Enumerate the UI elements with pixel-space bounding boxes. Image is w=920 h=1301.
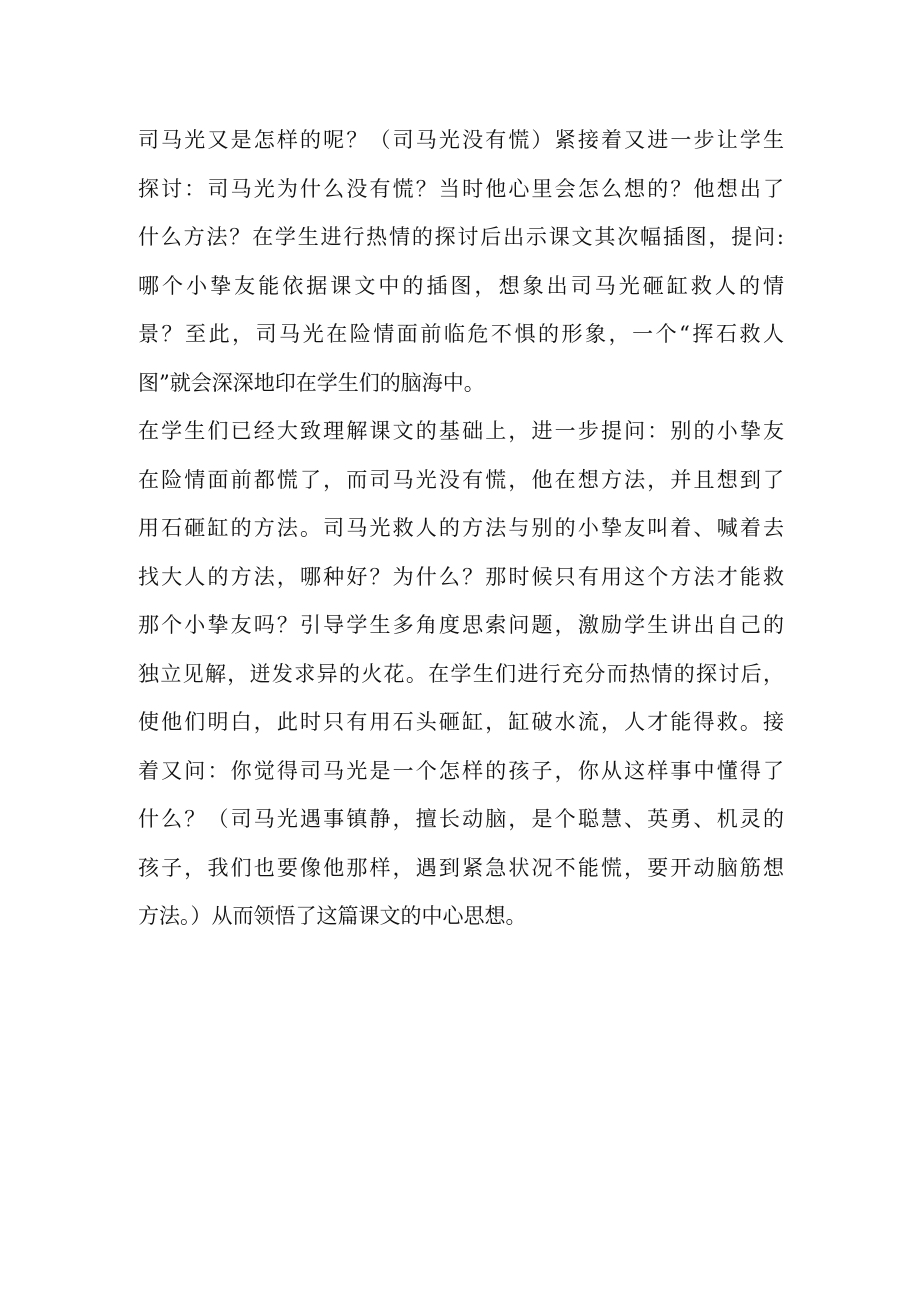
text-line: 什么方法？在学生进行热情的探讨后出示课文其次幅插图，提问:	[138, 225, 784, 249]
text-line: 司马光又是怎样的呢？（司马光没有慌）紧接着又进一步让学生	[138, 128, 784, 152]
text-line: 那个小挚友吗？引导学生多角度思索问题，激励学生讲出自己的	[138, 613, 784, 637]
text-line: 在学生们已经大致理解课文的基础上，进一步提问：别的小挚友	[138, 419, 784, 443]
text-line: 哪个小挚友能依据课文中的插图，想象出司马光砸缸救人的情	[138, 273, 784, 298]
text-line: 景？至此，司马光在险情面前临危不惧的形象，一个“挥石救人	[138, 322, 784, 346]
text-line: 探讨：司马光为什么没有慌？当时他心里会怎么想的？他想出了	[138, 176, 784, 201]
text-line: 使他们明白，此时只有用石头砸缸，缸破水流，人才能得救。接	[138, 710, 784, 734]
text-line: 什么？（司马光遇事镇静，擅长动脑，是个聪慧、英勇、机灵的	[138, 807, 784, 831]
text-line: 在险情面前都慌了，而司马光没有慌，他在想方法，并且想到了	[138, 467, 784, 492]
text-line: 着又问：你觉得司马光是一个怎样的孩子，你从这样事中懂得了	[138, 758, 784, 783]
text-line: 找大人的方法，哪种好？为什么？那时候只有用这个方法才能救	[138, 564, 784, 589]
paragraph-2	[138, 407, 784, 941]
text-line: 孩子，我们也要像他那样，遇到紧急状况不能慌，要开动脑筋想	[138, 855, 784, 880]
text-line: 独立见解，迸发求异的火花。在学生们进行充分而热情的探讨后，	[138, 661, 784, 686]
paragraph-1	[138, 116, 784, 407]
text-line: 图”就会深深地印在学生们的脑海中。	[138, 370, 485, 395]
text-line: 用石砸缸的方法。司马光救人的方法与别的小挚友叫着、喊着去	[138, 516, 784, 540]
text-line: 方法。）从而领悟了这篇课文的中心思想。	[138, 904, 527, 928]
